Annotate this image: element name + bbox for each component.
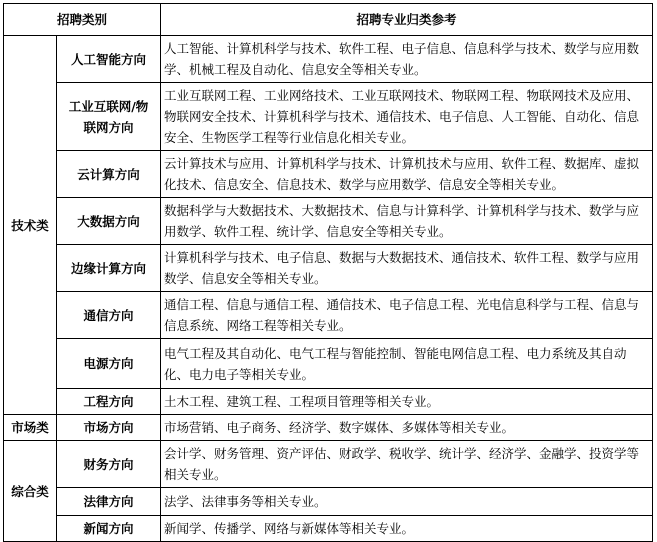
direction-cell: 通信方向 (57, 292, 161, 339)
table-row (4, 516, 653, 542)
table-row (4, 415, 653, 441)
table-row (4, 339, 653, 389)
majors-cell: 云计算技术与应用、计算机科学与技术、计算机技术与应用、软件工程、数据库、虚拟化技术、信息安全、信息技术、数学与应用数学、信息安全等相关专业。 (161, 151, 653, 198)
recruitment-majors-table (3, 3, 653, 542)
direction-cell: 新闻方向 (57, 516, 161, 542)
majors-cell: 计算机科学与技术、电子信息、数据与大数据技术、通信技术、软件工程、数学与应用数学、信息安全等相关专业。 (161, 245, 653, 292)
majors-cell: 人工智能、计算机科学与技术、软件工程、电子信息、信息科学与技术、数学与应用数学、机械工程及自动化、信息安全等相关专业。 (161, 36, 653, 83)
header-category: 招聘类别 (4, 4, 161, 36)
majors-cell: 通信工程、信息与通信工程、通信技术、电子信息工程、光电信息科学与工程、信息与信息系统、网络工程等相关专业。 (161, 292, 653, 339)
direction-cell: 云计算方向 (57, 151, 161, 198)
majors-cell: 数据科学与大数据技术、大数据技术、信息与计算科学、计算机科学与技术、数学与应用数学、软件工程、统计学、信息安全等相关专业。 (161, 198, 653, 245)
table-row (4, 83, 653, 151)
majors-cell: 工业互联网工程、工业网络技术、工业互联网技术、物联网工程、物联网技术及应用、物联网安全技术、计算机科学与技术、通信技术、电子信息、人工智能、自动化、信息安全、生物医学工程等行业信息化相关专业。 (161, 83, 653, 151)
table-row (4, 488, 653, 516)
direction-cell: 大数据方向 (57, 198, 161, 245)
direction-cell: 边缘计算方向 (57, 245, 161, 292)
category-cell: 综合类 (4, 441, 57, 542)
direction-cell (57, 83, 161, 151)
direction-cell: 工程方向 (57, 389, 161, 415)
majors-cell: 法学、法律事务等相关专业。 (161, 488, 653, 516)
direction-cell: 市场方向 (57, 415, 161, 441)
header-majors: 招聘专业归类参考 (161, 4, 653, 36)
table-row (4, 245, 653, 292)
direction-cell: 财务方向 (57, 441, 161, 488)
category-cell: 技术类 (4, 36, 57, 415)
header-row (4, 4, 653, 36)
direction-cell: 电源方向 (57, 339, 161, 389)
table-row (4, 441, 653, 488)
majors-cell: 土木工程、建筑工程、工程项目管理等相关专业。 (161, 389, 653, 415)
table-row (4, 151, 653, 198)
category-cell: 市场类 (4, 415, 57, 441)
direction-cell: 法律方向 (57, 488, 161, 516)
table-row (4, 36, 653, 83)
table-row (4, 292, 653, 339)
majors-cell: 市场营销、电子商务、经济学、数字媒体、多媒体等相关专业。 (161, 415, 653, 441)
majors-cell: 新闻学、传播学、网络与新媒体等相关专业。 (161, 516, 653, 542)
majors-cell: 会计学、财务管理、资产评估、财政学、税收学、统计学、经济学、金融学、投资学等相关专业。 (161, 441, 653, 488)
majors-cell: 电气工程及其自动化、电气工程与智能控制、智能电网信息工程、电力系统及其自动化、电力电子等相关专业。 (161, 339, 653, 389)
table-row (4, 198, 653, 245)
direction-text: 工业互联网/物联网方向 (68, 98, 149, 135)
direction-cell: 人工智能方向 (57, 36, 161, 83)
table-row (4, 389, 653, 415)
